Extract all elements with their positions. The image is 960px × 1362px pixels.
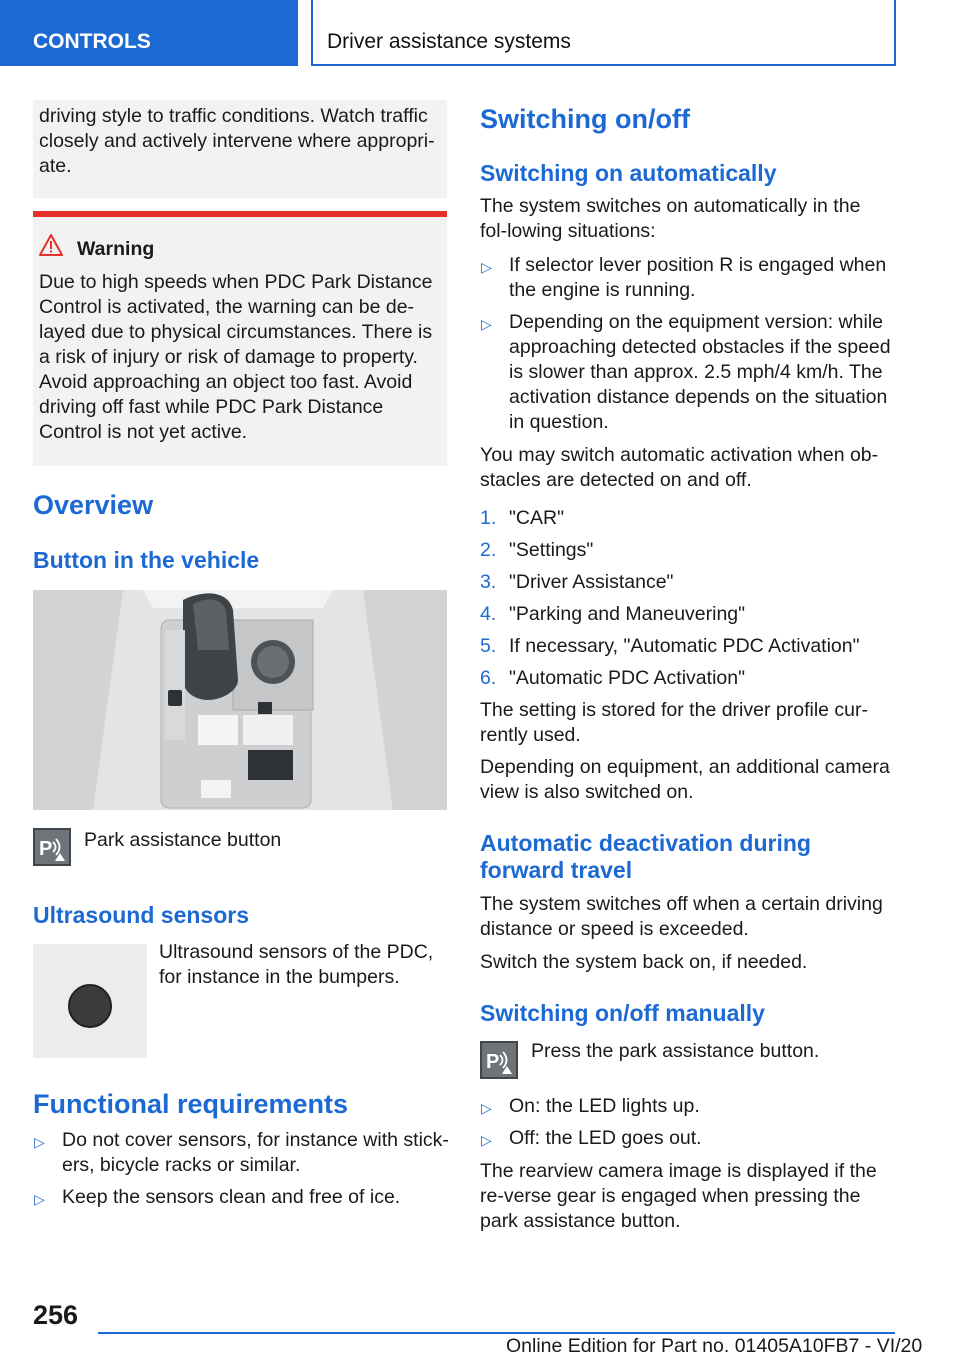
warning-triangle-icon — [39, 234, 63, 256]
overview-heading: Overview — [33, 490, 154, 520]
switch-back-text: Switch the system back on, if needed. — [480, 951, 808, 973]
list-item: ▷ Do not cover sensors, for instance with stick-ers, bicycle racks or similar. — [34, 1129, 449, 1176]
camera-text: Depending on equipment, an additional camera view is also switched on. — [480, 756, 890, 803]
sensors-text: Ultrasound sensors of the PDC, for instance in the bumpers. — [159, 941, 434, 988]
section-title: CONTROLS — [33, 30, 151, 53]
chapter-title: Driver assistance systems — [327, 30, 571, 53]
ultrasound-sensor-image — [33, 944, 147, 1058]
list-item: ▷ If selector lever position R is engaged when the engine is running. — [481, 254, 887, 301]
list-item: 5. If necessary, "Automatic PDC Activation" — [480, 635, 860, 657]
manual-bullet-list — [480, 1094, 892, 1158]
switch-heading: Switching on/off — [480, 104, 690, 134]
list-item: 6. "Automatic PDC Activation" — [480, 667, 746, 689]
deact-heading: Automatic deactivation during forward travel — [480, 830, 811, 883]
note-box — [33, 100, 447, 198]
park-assist-icon — [33, 828, 71, 866]
manual-text: Press the park assistance button. — [531, 1040, 820, 1062]
deact-text: The system switches off when a certain driving distance or speed is exceeded. — [480, 893, 883, 940]
page-number: 256 — [33, 1300, 79, 1330]
auto-on-bullet-list — [480, 253, 892, 442]
park-assist-icon — [480, 1041, 518, 1079]
func-heading: Functional requirements — [33, 1089, 349, 1119]
bullet-triangle-icon: ▷ — [481, 316, 492, 332]
list-item: 4. "Parking and Maneuvering" — [480, 603, 746, 625]
list-item: ▷ Off: the LED goes out. — [480, 1126, 892, 1151]
list-item: 3. "Driver Assistance" — [480, 571, 674, 593]
manual-heading: Switching on/off manually — [480, 1000, 765, 1026]
auto-on-text: The system switches on automatically in the fol-lowing situations: — [480, 195, 861, 242]
edition-text: Online Edition for Part no. 01405A10FB7 - VI/20 — [506, 1335, 923, 1357]
button-heading: Button in the vehicle — [33, 547, 260, 573]
warning-text: Due to high speeds when PDC Park Distance Control is activated, the warning can be de-layed due to physical circumstances. There is a risk of injury or risk of damage to property. Avoid approaching an object too fast. Avoid driving off fast while PDC Park Distance Control is not yet active. — [39, 271, 433, 443]
func-bullet-list — [33, 1128, 449, 1217]
warning-box — [33, 211, 447, 466]
list-item: 2. "Settings" — [480, 539, 594, 561]
console-illustration — [33, 590, 447, 810]
bullet-triangle-icon: ▷ — [481, 1132, 492, 1148]
svg-text:P: P — [39, 838, 53, 860]
park-assist-icon-caption — [33, 828, 71, 871]
bullet-triangle-icon: ▷ — [481, 259, 492, 275]
stored-text: The setting is stored for the driver profile cur-rently used. — [480, 699, 868, 746]
list-item: ▷ Keep the sensors clean and free of ice. — [33, 1185, 449, 1210]
svg-text:P: P — [486, 1051, 500, 1073]
switch-auto-text: You may switch automatic activation when ob-stacles are detected on and off. — [480, 444, 879, 491]
warning-header — [77, 237, 441, 262]
section-tab — [0, 0, 298, 66]
note-text: driving style to traffic conditions. Watch traffic closely and actively intervene where appropri-ate. — [39, 105, 435, 177]
sensors-heading: Ultrasound sensors — [33, 902, 249, 928]
sensor-dot-icon — [68, 984, 112, 1028]
footer-rule — [98, 1332, 895, 1334]
gear-selector-console-image — [33, 590, 447, 810]
warning-title: Warning — [77, 238, 155, 260]
bullet-triangle-icon: ▷ — [481, 1100, 492, 1116]
list-item: ▷ Depending on the equipment version: while approaching detected obstacles if the speed is slower than approx. 2.5 mph/4 km/h. The activation distance depends on the situation in question. — [481, 311, 891, 433]
list-item: ▷ On: the LED lights up. — [480, 1094, 892, 1119]
button-caption: Park assistance button — [84, 829, 282, 851]
bullet-triangle-icon: ▷ — [34, 1191, 45, 1207]
chapter-header — [311, 0, 896, 66]
settings-steps-list — [480, 506, 892, 698]
rearview-text: The rearview camera image is displayed if the re-verse gear is engaged when pressing the park assistance button. — [480, 1160, 877, 1232]
auto-on-heading: Switching on automatically — [480, 160, 777, 186]
bullet-triangle-icon: ▷ — [34, 1134, 45, 1150]
manual-icon-wrap — [480, 1041, 518, 1084]
list-item: 1. "CAR" — [480, 507, 565, 529]
